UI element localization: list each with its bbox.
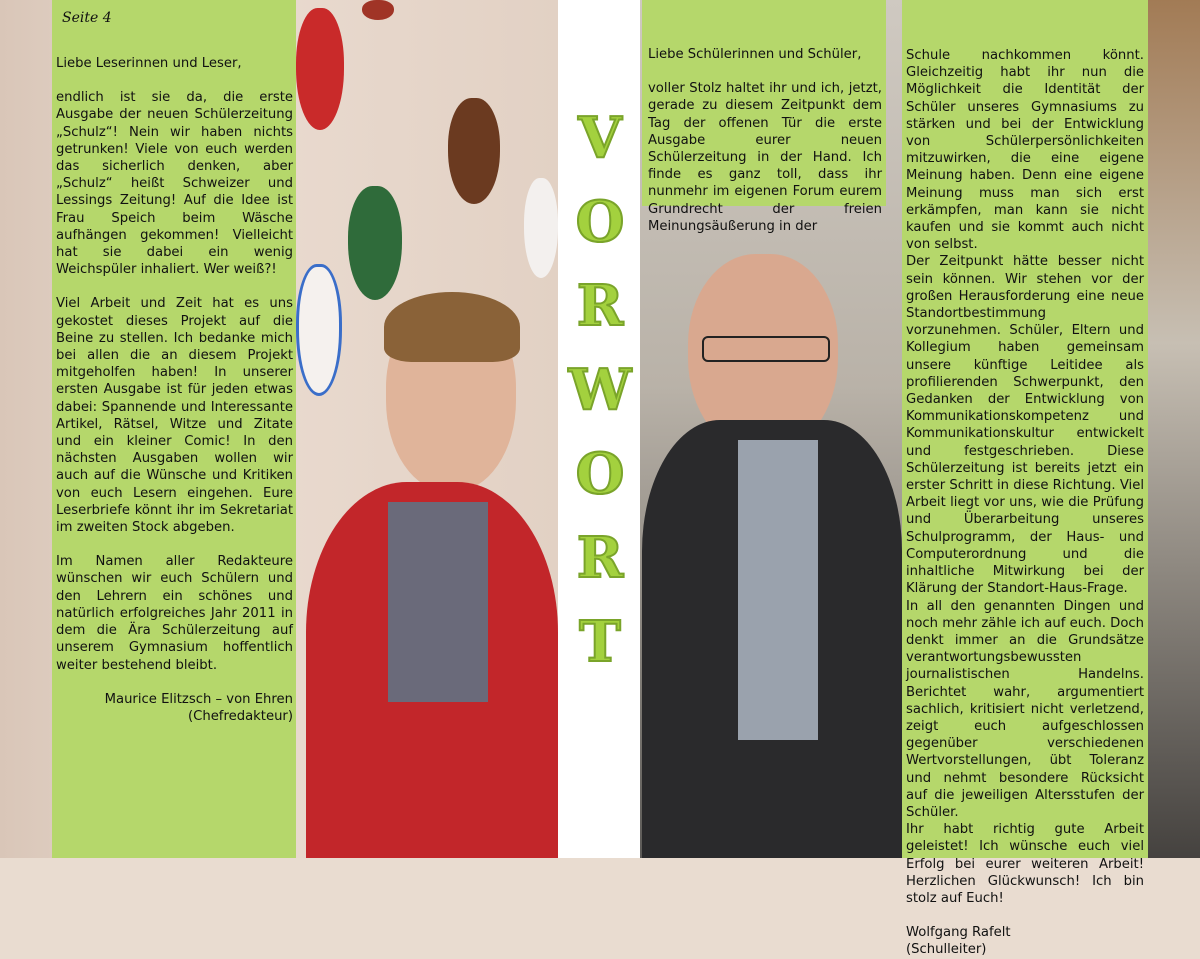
green-mask-image	[348, 186, 402, 300]
left-signature-role: (Chefredakteur)	[187, 708, 293, 724]
principal-shirt	[738, 440, 818, 740]
principal-glasses	[702, 336, 830, 362]
right-greeting: Liebe Schülerinnen und Schüler,	[648, 47, 862, 62]
vorwort-letter: R	[576, 525, 624, 591]
right-signature-name: Wolfgang Rafelt	[906, 925, 1011, 941]
vorwort-letter: O	[575, 441, 625, 507]
left-article-text	[56, 55, 293, 725]
right-article-text	[906, 47, 1144, 959]
right-signature-role: (Schulleiter)	[906, 942, 987, 958]
vorwort-title	[558, 105, 642, 675]
left-signature-name: Maurice Elitzsch – von Ehren	[104, 691, 293, 707]
right-paragraph-4: Ihr habt richtig gute Arbeit geleistet! Ich wünsche euch viel Erfolg bei eurer weiteren Arbeit! Herzlichen Glückwunsch! Ich bin stolz auf Euch!	[906, 822, 1144, 906]
brown-mask-image	[448, 98, 500, 204]
red-mask-image	[296, 8, 344, 130]
vorwort-letter: R	[576, 273, 624, 339]
small-red-mask-image	[362, 0, 394, 20]
left-paragraph-3: Im Namen aller Redakteure wünschen wir euch Schülern und den Lehrern ein schönes und natürlich erfolgreiches Jahr 2011 in dem die Ära Schülerzeitung auf unserem Gymnasium hoffentlich weiter bestehend bleibt.	[56, 554, 293, 673]
right-paragraph-1: Schule nachkommen könnt. Gleichzeitig habt ihr nun die Möglichkeit die Identität der Schüler unseres Gymnasiums zu stärken und bei der Entwicklung von Schülerpersönlichkeiten mitzuwirken, die eine eigene Meinung haben. Denn eine eigene Meinung muss man sich erst erkämpfen, man kann sie nicht kaufen und sie kommt auch nicht von selbst.	[906, 48, 1144, 253]
office-shelf-detail	[1148, 0, 1200, 858]
vorwort-letter: V	[578, 105, 622, 171]
student-photo	[296, 292, 558, 858]
vorwort-letter: W	[568, 357, 632, 423]
left-paragraph-2: Viel Arbeit und Zeit hat es uns gekostet dieses Projekt auf die Beine zu stellen. Ich bedanke mich bei allen die an diesem Projekt mitgeholfen haben! In unserer ersten Ausgabe ist für jeden etwas dabei: Spannende und Interessante Artikel, Rätsel, Witze und Zitate und ein kleiner Comic! In den nächsten Ausgaben wollen wir auch auf die Wünsche und Kritiken von euch Lesern eingehen. Eure Leserbriefe könnt ihr im Sekretariat im zweiten Stock abgeben.	[56, 296, 293, 536]
vorwort-letter: T	[579, 609, 621, 675]
white-mask-image	[524, 178, 558, 278]
vorwort-letter: O	[575, 189, 625, 255]
student-hair	[384, 292, 520, 362]
right-paragraph-2: Der Zeitpunkt hätte besser nicht sein können. Wir stehen vor der großen Herausforderung eine neue Standortbestimmung vorzunehmen. Schüler, Eltern und Kollegium haben gemeinsam unsere künftige Leitidee als profilierenden Schwerpunkt, den Gedanken der Entwicklung von Kommunikationskompetenz und Kommunikationskultur entwickelt und festgeschrieben. Diese Schülerzeitung ist bereits jetzt ein erster Schritt in diese Richtung. Viel Arbeit liegt vor uns, wie die Prüfung und Überarbeitung unseres Schulprogramm, der Haus- und Computerordnung und die inhaltliche Mitwirkung bei der Klärung der Standort-Haus-Frage.	[906, 254, 1144, 597]
page-label: Seite 4	[62, 10, 112, 26]
student-shirt	[388, 502, 488, 702]
left-paragraph-1: endlich ist sie da, die erste Ausgabe der neuen Schülerzeitung „Schulz“! Nein wir haben nichts getrunken! Viele von euch werden das sicherlich denken, aber „Schulz“ heißt Schweizer und Lessings Zeitung! Auf die Idee ist Frau Speich beim Wäsche aufhängen gekommen! Vielleicht hat sie dabei ein wenig Weichspüler inhaliert. Wer weiß?!	[56, 90, 293, 278]
left-greeting: Liebe Leserinnen und Leser,	[56, 56, 242, 71]
right-top-paragraph: voller Stolz haltet ihr und ich, jetzt, gerade zu diesem Zeitpunkt dem Tag der offenen Tür die erste Ausgabe eurer neuen Schülerzeitung in der Hand. Ich finde es ganz toll, dass ihr nunmehr im eigenen Forum eurem Grundrecht der freien Meinungsäußerung in der	[648, 81, 882, 234]
right-top-article-text	[648, 46, 882, 235]
right-paragraph-3: In all den genannten Dingen und noch mehr zähle ich auf euch. Doch denkt immer an die Grundsätze verantwortungsbewussten journalistischen Handelns. Berichtet wahr, argumentiert sachlich, kritisiert nicht verletzend, zeigt euch aufgeschlossen gegenüber verschiedenen Wertvorstellungen, übt Toleranz und nehmt besondere Rücksicht auf die jeweiligen Altersstufen der Schüler.	[906, 598, 1144, 820]
principal-photo	[642, 250, 902, 858]
